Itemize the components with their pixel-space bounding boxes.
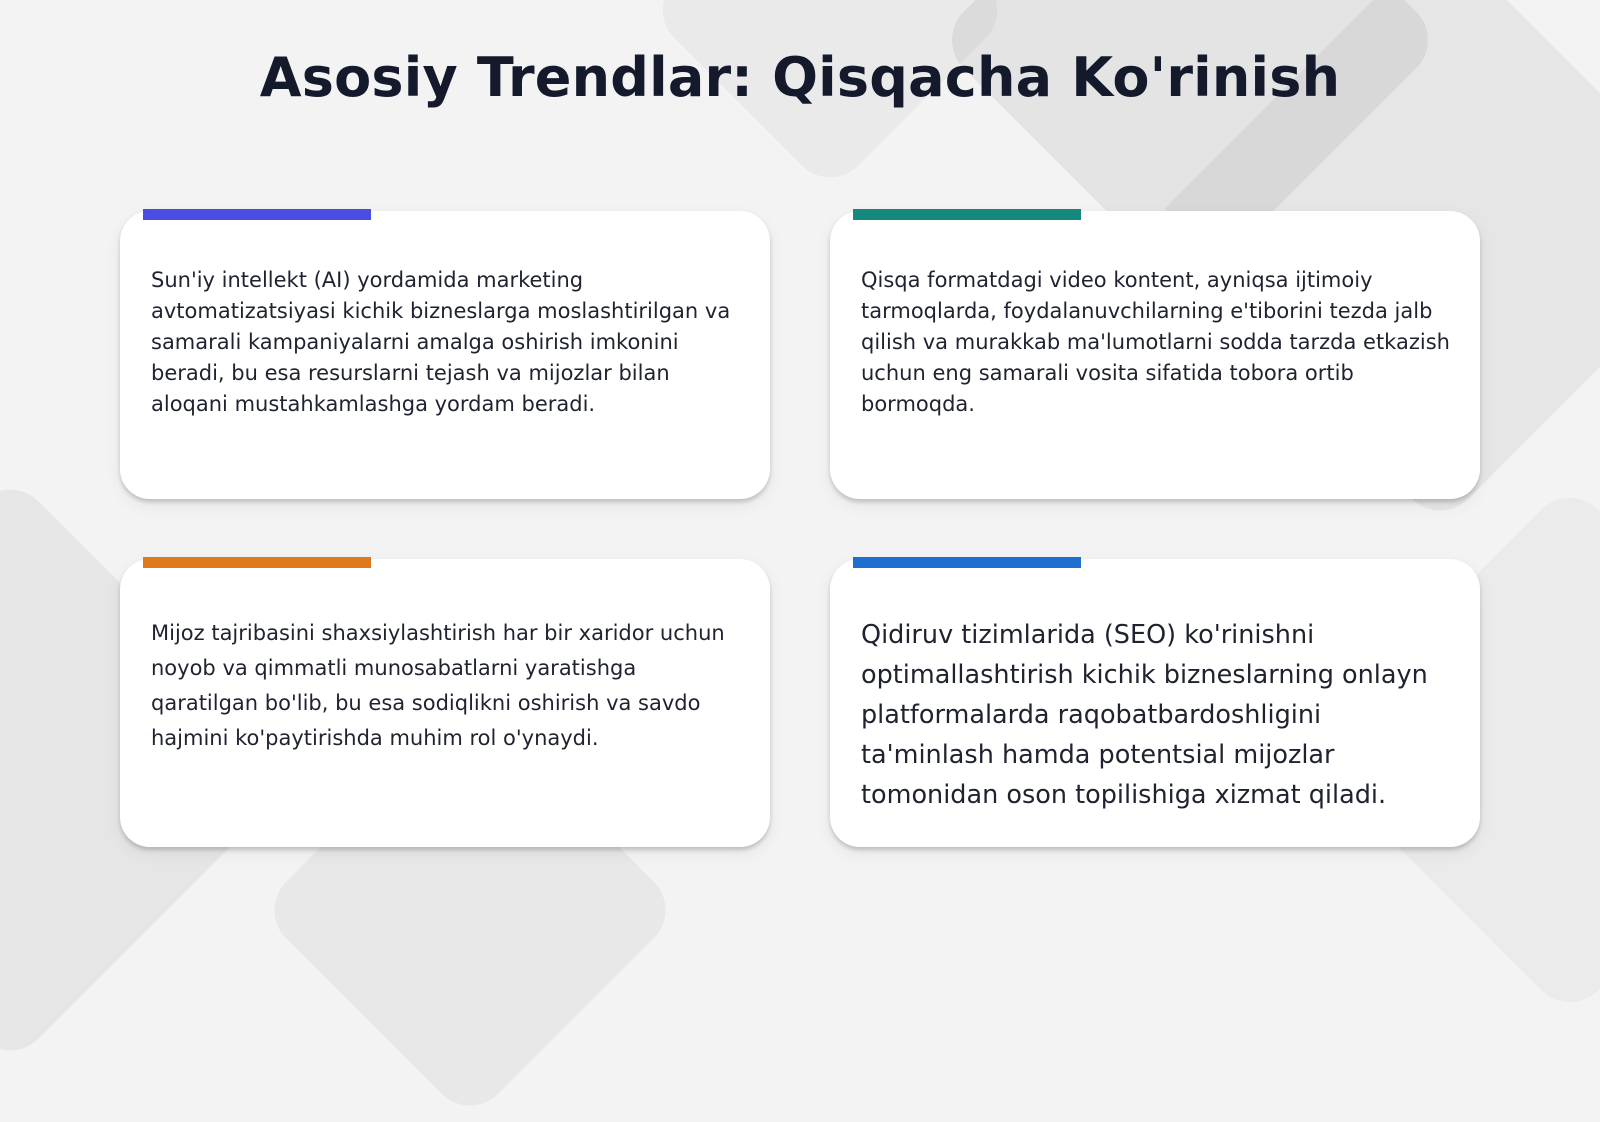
- card-text: Qisqa formatdagi video kontent, ayniqsa ijtimoiy tarmoqlarda, foydalanuvchilarning e'tiborini tezda jalb qilish va murakkab ma'lumotlarni sodda tarzda etkazish uchun eng samarali vosita sifatida tobora ortib bormoqda.: [861, 268, 1450, 416]
- card-accent-bar: [853, 557, 1081, 568]
- card-accent-bar: [143, 209, 371, 220]
- trend-card-personalization: [120, 559, 770, 847]
- card-accent-bar: [143, 557, 371, 568]
- slide-title: Asosiy Trendlar: Qisqacha Ko'rinish: [259, 46, 1341, 109]
- trend-card-seo: [830, 559, 1480, 847]
- trend-card-ai-automation: [120, 211, 770, 499]
- trend-card-short-video: [830, 211, 1480, 499]
- card-accent-bar: [853, 209, 1081, 220]
- card-text: Qidiruv tizimlarida (SEO) ko'rinishni optimallashtirish kichik bizneslarning onlayn platformalarda raqobatbardoshligini ta'minlash hamda potentsial mijozlar tomonidan oson topilishiga xizmat qiladi.: [861, 620, 1428, 810]
- card-text: Sun'iy intellekt (AI) yordamida marketing avtomatizatsiyasi kichik bizneslarga moslashtirilgan va samarali kampaniyalarni amalga oshirish imkonini beradi, bu esa resurslarni tejash va mijozlar bilan aloqani mustahkamlashga yordam beradi.: [151, 268, 731, 416]
- card-text: Mijoz tajribasini shaxsiylashtirish har bir xaridor uchun noyob va qimmatli munosabatlarni yaratishga qaratilgan bo'lib, bu esa sodiqlikni oshirish va savdo hajmini ko'paytirishda muhim rol o'ynaydi.: [151, 621, 725, 750]
